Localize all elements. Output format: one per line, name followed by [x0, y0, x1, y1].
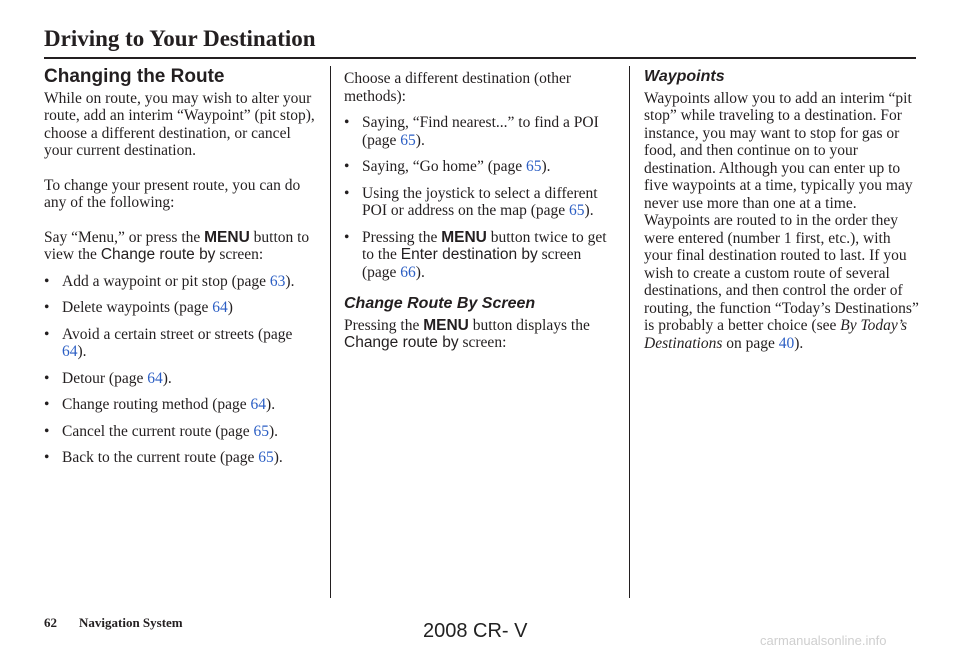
site-watermark: carmanualsonline.info	[760, 633, 887, 648]
page-link[interactable]: 64	[62, 343, 78, 360]
page-link[interactable]: 65	[258, 449, 274, 466]
paragraph: To change your present route, you can do any of the following:	[44, 176, 301, 211]
screen-name: Change route by	[100, 246, 216, 263]
screen-name: Change route by	[344, 334, 459, 351]
page-link[interactable]: 64	[147, 369, 163, 387]
page-link[interactable]: 40	[778, 334, 795, 352]
option-list	[44, 273, 316, 467]
page-link[interactable]: 65	[526, 158, 542, 175]
list-item: • Cancel the current route (page 65).	[44, 423, 316, 441]
list-item: • Detour (page 64).	[44, 370, 316, 388]
menu-button-label: MENU	[441, 228, 487, 246]
screen-name: Enter destination by	[400, 246, 538, 263]
column-divider	[330, 66, 331, 598]
list-item: • Saying, “Find nearest...” to find a POI (page 65).	[344, 114, 616, 149]
section-heading: Waypoints	[644, 68, 725, 85]
list-item: • Pressing the MENU button twice to get to the Enter destination by screen (page 66).	[344, 229, 616, 282]
page-link[interactable]: 66	[400, 263, 416, 281]
paragraph: Pressing the MENU button displays the Change route by screen:	[344, 316, 590, 351]
page-link[interactable]: 64	[250, 396, 267, 413]
list-item: • Using the joystick to select a different POI or address on the map (page 65).	[344, 185, 616, 220]
footer-section: Navigation System	[79, 615, 183, 630]
paragraph: Choose a different destination (other methods):	[344, 70, 571, 105]
text: Say “Menu,” or press the	[44, 228, 205, 246]
model-watermark: 2008 CR- V	[423, 620, 528, 642]
list-item: • Delete waypoints (page 64)	[44, 299, 316, 317]
section-heading: Changing the Route	[44, 66, 225, 87]
list-item: • Change routing method (page 64).	[44, 396, 316, 414]
column-divider	[629, 66, 630, 598]
page-link[interactable]: 65	[253, 422, 270, 440]
menu-button-label: MENU	[423, 316, 469, 334]
text: screen:	[215, 246, 264, 263]
page-link[interactable]: 65	[569, 202, 585, 219]
text: button to view the	[44, 228, 310, 263]
column-right	[644, 66, 920, 369]
page-link[interactable]: 64	[212, 299, 228, 316]
list-item: • Avoid a certain street or streets (page 64).	[44, 326, 316, 361]
paragraph: While on route, you may wish to alter your route, add an interim “Waypoint” (pit stop), choose a different destination, or cancel your current destination.	[44, 89, 315, 159]
paragraph: Waypoints allow you to add an interim “pit stop” while traveling to a destination. For instance, you may want to stop for gas or food, and then continue on to your destination. Although you can enter up to five waypoints at a time, typically you may never use more than one at a time. Waypoints are routed to in the order they were entered (number 1 first, etc.), with your final destination routed to last. If you wish to create a custom route of several destinations, and then control the order of routing, the function “Today’s Destinations” is probably a better choice (see By Today’s Destinations on page 40).	[644, 89, 919, 352]
section-heading: Change Route By Screen	[344, 295, 536, 312]
list-item: • Add a waypoint or pit stop (page 63).	[44, 273, 316, 291]
page-link[interactable]: 65	[400, 131, 416, 149]
list-item: • Back to the current route (page 65).	[44, 449, 316, 467]
column-middle	[344, 66, 616, 369]
page-number: 62	[44, 615, 57, 630]
menu-button-label: MENU	[204, 228, 250, 246]
column-left	[44, 66, 316, 476]
header-rule	[44, 57, 916, 59]
paragraph	[44, 229, 316, 264]
page-link[interactable]: 63	[269, 272, 286, 290]
page-title: Driving to Your Destination	[44, 26, 316, 51]
list-item: • Saying, “Go home” (page 65).	[344, 158, 616, 176]
reference-title: By Today’s Destinations	[644, 317, 907, 352]
option-list	[344, 114, 616, 281]
